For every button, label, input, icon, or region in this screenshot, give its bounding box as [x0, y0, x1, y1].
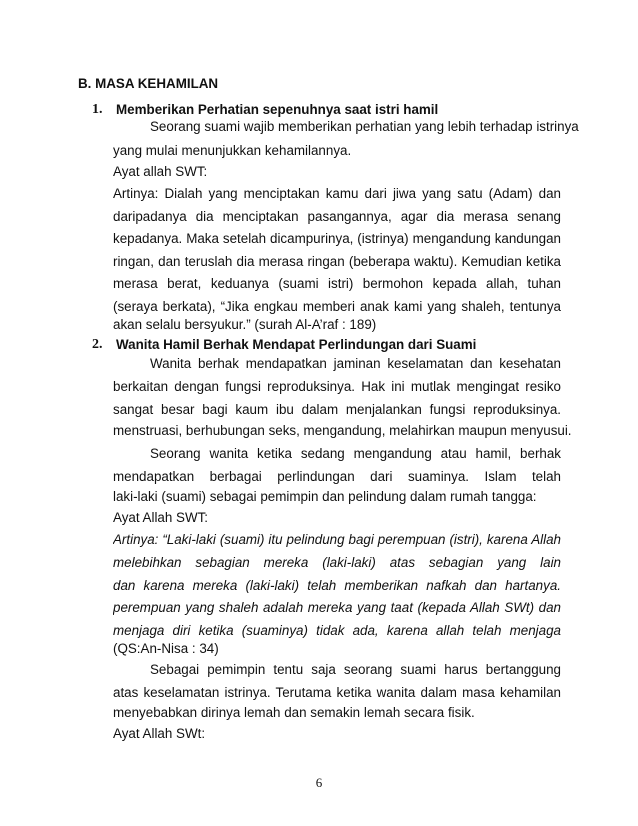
artinya-line: menjaga diri ketika (suaminya) tidak ada, karena allah telah menjaga — [113, 623, 561, 638]
paragraph-line: sangat besar bagi kaum ibu dalam menjalankan fungsi reproduksinya. — [113, 402, 561, 417]
artinya-line: (seraya berkata), “Jika engkau memberi anak kami yang shaleh, tentunya — [113, 299, 561, 314]
artinya-line: (QS:An-Nisa : 34) — [113, 641, 219, 656]
item-1-title: Memberikan Perhatian sepenuhnya saat istri hamil — [116, 102, 439, 117]
item-2-title: Wanita Hamil Berhak Mendapat Perlindungan dari Suami — [116, 337, 477, 352]
paragraph-line: atas keselamatan istrinya. Terutama ketika wanita dalam masa kehamilan — [113, 685, 561, 700]
artinya-line: Artinya: “Laki-laki (suami) itu pelindung bagi perempuan (istri), karena Allah — [113, 532, 561, 547]
paragraph-line: Sebagai pemimpin tentu saja seorang suami harus bertanggung — [150, 662, 561, 677]
paragraph-line: mendapatkan berbagai perlindungan dari suaminya. Islam telah — [113, 469, 561, 484]
ayat-label: Ayat allah SWT: — [113, 164, 208, 179]
paragraph-line: Seorang wanita ketika sedang mengandung atau hamil, berhak — [150, 446, 561, 461]
paragraph-line: Seorang suami wajib memberikan perhatian yang lebih terhadap istrinya — [150, 119, 579, 134]
ayat-label: Ayat Allah SWt: — [113, 726, 206, 741]
artinya-line: melebihkan sebagian mereka (laki-laki) atas sebagian yang lain — [113, 555, 561, 570]
paragraph-line: Wanita berhak mendapatkan jaminan keselamatan dan kesehatan — [150, 356, 561, 371]
artinya-line: kepadanya. Maka setelah dicampurinya, (istrinya) mengandung kandungan — [113, 231, 561, 246]
paragraph-line: berkaitan dengan fungsi reproduksinya. Hak ini mutlak mengingat resiko — [113, 379, 561, 394]
artinya-line: akan selalu bersyukur.” (surah Al-A’raf : 189) — [113, 317, 377, 332]
section-heading: B. MASA KEHAMILAN — [78, 76, 219, 91]
artinya-line: merasa berat, keduanya (suami istri) bermohon kepada allah, tuhan — [113, 276, 561, 291]
item-1-number: 1. — [92, 102, 103, 117]
artinya-line: dan karena mereka (laki-laki) telah memberikan nafkah dan hartanya. — [113, 578, 561, 593]
artinya-line: Artinya: Dialah yang menciptakan kamu dari jiwa yang satu (Adam) dan — [113, 186, 561, 201]
item-2-number: 2. — [92, 337, 103, 352]
artinya-line: ringan, dan teruslah dia merasa ringan (beberapa waktu). Kemudian ketika — [113, 254, 561, 269]
paragraph-line: yang mulai menunjukkan kehamilannya. — [113, 143, 352, 158]
paragraph-line: laki-laki (suami) sebagai pemimpin dan pelindung dalam rumah tangga: — [113, 489, 537, 504]
artinya-line: perempuan yang shaleh adalah mereka yang taat (kepada Allah SWt) dan — [113, 600, 561, 615]
artinya-line: daripadanya dia menciptakan pasangannya, agar dia merasa senang — [113, 209, 561, 224]
ayat-label: Ayat Allah SWT: — [113, 510, 209, 525]
page-number: 6 — [315, 775, 323, 790]
paragraph-line: menyebabkan dirinya lemah dan semakin lemah secara fisik. — [113, 705, 475, 720]
paragraph-line: menstruasi, berhubungan seks, mengandung, melahirkan maupun menyusui. — [113, 423, 572, 438]
